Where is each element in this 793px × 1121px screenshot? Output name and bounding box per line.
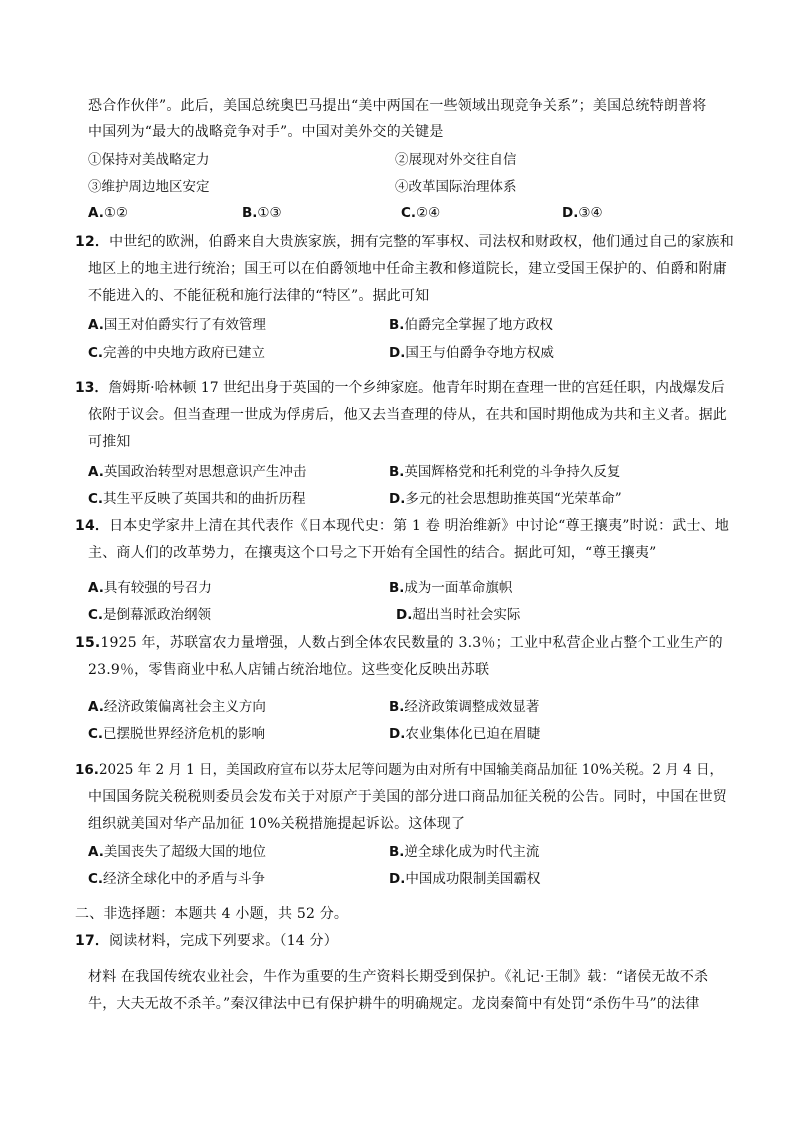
option-letter: A. (88, 205, 104, 221)
q16-stem-line-3: 组织就美国对华产品加征 10%关税措施提起诉讼。这体现了 (88, 816, 466, 832)
question-number: 12． (75, 234, 110, 250)
q12-option-b (389, 315, 553, 335)
option-text: 农业集体化已迫在眉睫 (405, 726, 541, 742)
option-text: 英国辉格党和托利党的斗争持久反复 (404, 464, 621, 480)
q11-stem-line-1: 恐合作伙伴”。此后，美国总统奥巴马提出“美中两国在一些领域出现竞争关系”；美国总统特朗普将 (88, 98, 707, 114)
option-text: 经济全球化中的矛盾与斗争 (103, 871, 266, 887)
option-letter: A. (88, 464, 104, 480)
option-text: ①③ (257, 205, 282, 221)
q11-option-a (88, 203, 128, 223)
option-text: ③④ (578, 205, 603, 221)
q14-stem-line-1 (75, 516, 729, 536)
option-letter: D. (389, 491, 406, 507)
option-text: 国王对伯爵实行了有效管理 (103, 317, 266, 333)
option-text: 已摆脱世界经济危机的影响 (103, 726, 266, 742)
option-text: 伯爵完全掌握了地方政权 (404, 317, 553, 333)
option-text: ②④ (416, 205, 441, 221)
option-letter: B. (389, 844, 405, 860)
option-letter: B. (242, 205, 258, 221)
question-number: 13． (75, 380, 109, 396)
option-letter: C. (88, 726, 104, 742)
q12-option-d (389, 343, 554, 363)
q11-item-4: ④改革国际治理体系 (395, 179, 517, 195)
q17-material-line-2: 牛，大夫无故不杀羊。”秦汉律法中已有保护耕牛的明确规定。龙岗秦简中有处罚“杀伤牛马”的法律 (88, 996, 700, 1012)
option-letter: C. (401, 205, 417, 221)
question-number: 15. (75, 635, 101, 651)
q16-stem-line-2: 中国国务院关税税则委员会发布关于对原产于美国的部分进口商品加征关税的公告。同时，中国在世贸 (88, 789, 727, 805)
q16-option-d (389, 869, 540, 889)
option-letter: A. (88, 844, 104, 860)
q15-stem-line-2: 23.9％，零售商业中私人店铺占统治地位。这些变化反映出苏联 (88, 662, 490, 678)
option-text: 完善的中央地方政府已建立 (103, 345, 266, 361)
q13-stem-line-1 (75, 378, 725, 398)
option-text: 成为一面革命旗帜 (404, 580, 513, 596)
option-letter: C. (88, 871, 104, 887)
stem-text: 中世纪的欧洲，伯爵来自大贵族家族，拥有完整的军事权、司法权和财政权，他们通过自己的家族和 (109, 234, 734, 250)
option-text: 逆全球化成为时代主流 (404, 844, 540, 860)
q11-item-2: ②展现对外交往自信 (395, 152, 517, 168)
q16-option-a (88, 842, 266, 862)
option-text: 国王与伯爵争夺地方权威 (405, 345, 554, 361)
q12-stem-line-3: 不能进入的、不能征税和施行法律的“特区”。据此可知 (88, 288, 430, 304)
q15-stem-line-1 (75, 633, 723, 653)
stem-text: 阅读材料，完成下列要求。（14 分） (109, 933, 338, 949)
stem-text: 2025 年 2 月 1 日，美国政府宣布以芬太尼等问题为由对所有中国输美商品加征 10%关税。2 月 4 日， (98, 762, 724, 778)
q14-option-a (88, 578, 212, 598)
option-letter: D. (389, 871, 406, 887)
question-number: 14． (75, 518, 110, 534)
q11-option-c (401, 203, 440, 223)
q14-option-d (396, 605, 520, 625)
q16-option-c (88, 869, 265, 889)
option-text: 其生平反映了英国共和的曲折历程 (103, 491, 306, 507)
q15-option-d (389, 724, 540, 744)
question-number: 17． (75, 933, 110, 949)
option-letter: B. (389, 580, 405, 596)
q12-option-a (88, 315, 266, 335)
option-letter: C. (88, 345, 104, 361)
q11-item-3: ③维护周边地区安定 (88, 179, 210, 195)
q11-option-d (562, 203, 603, 223)
q13-option-d (389, 489, 622, 509)
q15-option-b (389, 697, 539, 717)
q11-item-1: ①保持对美战略定力 (88, 152, 210, 168)
option-text: 经济政策偏离社会主义方向 (103, 699, 266, 715)
stem-text: 日本史学家井上清在其代表作《日本现代史：第 1 卷 明治维新》中讨论“尊王攘夷”时说：武士、地 (109, 518, 730, 534)
q11-option-b (242, 203, 282, 223)
option-letter: A. (88, 699, 104, 715)
option-text: 具有较强的号召力 (103, 580, 212, 596)
option-letter: B. (389, 317, 405, 333)
option-letter: D. (389, 726, 406, 742)
option-letter: B. (389, 464, 405, 480)
q15-option-a (88, 697, 266, 717)
q14-option-c (88, 605, 211, 625)
q12-stem-line-1 (75, 232, 734, 252)
option-text: 美国丧失了超级大国的地位 (103, 844, 266, 860)
stem-text: 詹姆斯·哈林顿 17 世纪出身于英国的一个乡绅家庭。他青年时期在查理一世的宫廷任职，内战爆发后 (108, 380, 725, 396)
question-number: 16. (75, 762, 99, 778)
option-letter: A. (88, 580, 104, 596)
option-letter: A. (88, 317, 104, 333)
option-text: 超出当时社会实际 (412, 607, 521, 623)
q16-option-b (389, 842, 539, 862)
q16-stem-line-1 (75, 760, 723, 780)
q12-option-c (88, 343, 265, 363)
option-letter: D. (562, 205, 579, 221)
option-text: 中国成功限制美国霸权 (405, 871, 541, 887)
option-letter: B. (389, 699, 405, 715)
q13-option-a (88, 462, 306, 482)
q12-stem-line-2: 地区上的地主进行统治；国王可以在伯爵领地中任命主教和修道院长，建立受国王保护的、伯爵和附庸 (88, 261, 727, 277)
option-text: 多元的社会思想助推英国“光荣革命” (405, 491, 622, 507)
q13-stem-line-3: 可推知 (88, 434, 131, 450)
section-two-heading: 二、非选择题：本题共 4 小题，共 52 分。 (75, 906, 349, 922)
q14-stem-line-2: 主、商人们的改革势力，在攘夷这个口号之下开始有全国性的结合。据此可知，“尊王攘夷” (88, 545, 657, 561)
q14-option-b (389, 578, 512, 598)
option-text: 英国政治转型对思想意识产生冲击 (103, 464, 307, 480)
q13-stem-line-2: 依附于议会。但当查理一世成为俘虏后，他又去当查理的侍从，在共和国时期他成为共和主义者。据此 (88, 407, 727, 423)
q11-stem-line-2: 中国列为“最大的战略竞争对手”。中国对美外交的关键是 (88, 124, 444, 140)
option-letter: D. (396, 607, 413, 623)
q17-material-line-1: 材料 在我国传统农业社会，牛作为重要的生产资料长期受到保护。《礼记·王制》载：“诸侯无故不杀 (88, 969, 709, 985)
option-text: 是倒幕派政治纲领 (103, 607, 212, 623)
option-text: ①② (103, 205, 129, 221)
q17-stem (75, 931, 338, 951)
option-letter: D. (389, 345, 406, 361)
option-text: 经济政策调整成效显著 (404, 699, 540, 715)
q13-option-c (88, 489, 306, 509)
option-letter: C. (88, 607, 104, 623)
stem-text: 1925 年，苏联富农力量增强，人数占到全体农民数量的 3.3％；工业中私营企业占整个工业生产的 (100, 635, 723, 651)
q15-option-c (88, 724, 265, 744)
option-letter: C. (88, 491, 104, 507)
q13-option-b (389, 462, 620, 482)
